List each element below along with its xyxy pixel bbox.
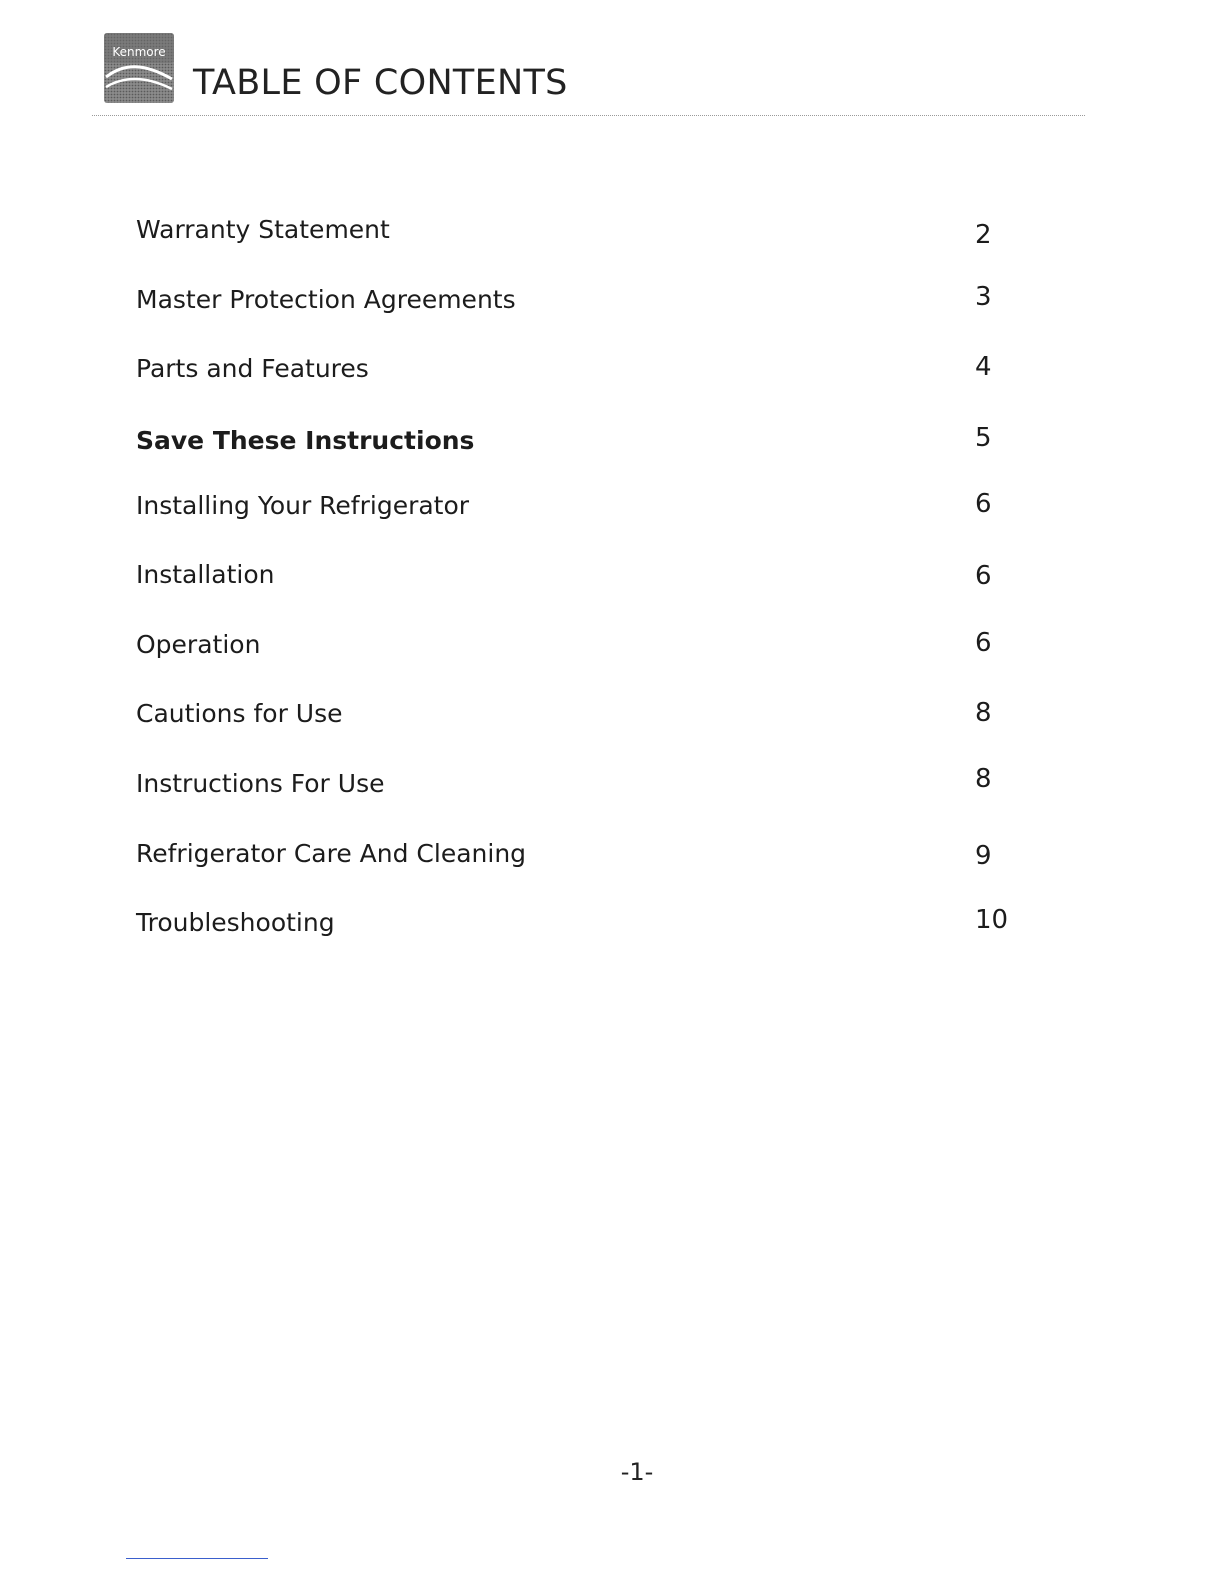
footer-divider (126, 1558, 268, 1559)
toc-entry-label: Cautions for Use (136, 699, 343, 728)
toc-entry-label: Installing Your Refrigerator (136, 491, 470, 520)
toc-entry-save-these-instructions (0, 421, 1224, 461)
toc-entry-master-protection-agreements (0, 280, 1224, 320)
page-title: TABLE OF CONTENTS (193, 63, 568, 103)
toc-entry-instructions-for-use (0, 764, 1224, 804)
toc-entry-label: Refrigerator Care And Cleaning (136, 839, 527, 868)
toc-entry-troubleshooting (0, 903, 1224, 943)
toc-entry-installation (0, 555, 1224, 595)
toc-entry-label: Instructions For Use (136, 769, 385, 798)
toc-entry-page: 5 (975, 423, 992, 453)
toc-entry-operation (0, 625, 1224, 665)
toc-entry-page: 9 (975, 841, 992, 871)
toc-entry-label: Parts and Features (136, 354, 369, 383)
page-number: -1- (620, 1458, 654, 1486)
toc-entry-label: Warranty Statement (136, 215, 390, 244)
toc-entry-page: 8 (975, 698, 992, 728)
toc-entry-page: 10 (975, 905, 1009, 935)
toc-entry-page: 8 (975, 764, 992, 794)
toc-entry-page: 6 (975, 561, 992, 591)
toc-entry-label: Troubleshooting (136, 908, 335, 937)
toc-entry-page: 4 (975, 352, 992, 382)
toc-entry-warranty-statement (0, 210, 1224, 250)
logo-wordmark: Kenmore (112, 45, 166, 59)
toc-entry-page: 6 (975, 489, 992, 519)
toc-entry-label: Operation (136, 630, 261, 659)
toc-entry-page: 6 (975, 628, 992, 658)
toc-entry-label: Installation (136, 560, 275, 589)
toc-entry-cautions-for-use (0, 694, 1224, 734)
toc-entry-installing-your-refrigerator (0, 486, 1224, 526)
toc-entry-refrigerator-care-and-cleaning (0, 834, 1224, 874)
toc-entry-label: Save These Instructions (136, 426, 475, 455)
toc-entry-parts-and-features (0, 349, 1224, 389)
toc-entry-page: 3 (975, 282, 992, 312)
toc-entry-label: Master Protection Agreements (136, 285, 516, 314)
toc-entry-page: 2 (975, 220, 992, 250)
